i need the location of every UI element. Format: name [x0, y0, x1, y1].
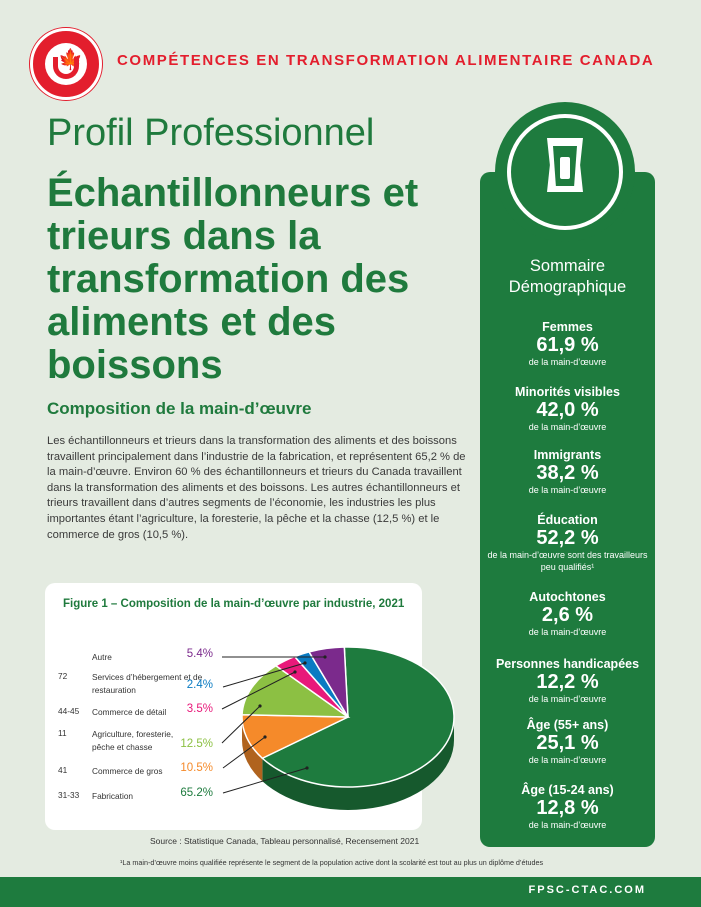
stat-caption: de la main-d’œuvre — [528, 694, 607, 704]
stat-caption: de la main-d’œuvre — [528, 627, 607, 637]
industry-label: Autre — [92, 652, 112, 662]
food-package-icon — [495, 102, 635, 242]
stat-value: 2,6 % — [541, 604, 594, 626]
stat-item — [480, 513, 655, 573]
stat-item — [480, 783, 655, 831]
maple-leaf-icon: 🍁 — [58, 49, 83, 71]
organization-name: COMPÉTENCES EN TRANSFORMATION ALIMENTAIRE CANADA — [117, 52, 655, 69]
stat-label: Âge (15-24 ans) — [521, 783, 614, 797]
industry-code: 41 — [58, 765, 68, 775]
page-title: Échantillonneurs et trieurs dans la transformation des aliments et des boissons — [47, 171, 419, 387]
value-label: 5.4% — [186, 648, 213, 660]
industry-label: Commerce de détail — [92, 707, 167, 717]
stat-label: Personnes handicapées — [495, 657, 640, 671]
stat-caption: de la main-d’œuvre sont des travailleurs peu qualifiés¹ — [487, 550, 648, 572]
website-link[interactable]: FPSC-CTAC.COM — [528, 884, 646, 896]
stat-caption: de la main-d’œuvre — [528, 485, 607, 495]
stat-value: 25,1 % — [536, 732, 599, 754]
stat-caption: de la main-d’œuvre — [528, 422, 607, 432]
stat-label: Autochtones — [529, 590, 606, 604]
body-text: Les échantillonneurs et trieurs dans la transformation des aliments et des boissons travaillent principalement dans l’industrie de la fabrication, et représentent 65,2 % de la main-d’œuvre. Environ 60 % des échantillonneurs et trieurs du Canada travaillent dans la transformation des aliments et des boissons. Les autres échantillonneurs et trieurs travaillent dans d’autres segments de l’économie, les industries les plus importantes étant l’agriculture, la foresterie, la pêche et la chasse (12,5 %) et le commerce de gros (10,5 %). — [47, 435, 466, 541]
kicker: Profil Professionnel — [47, 112, 375, 154]
stat-item — [480, 718, 655, 766]
stat-value: 38,2 % — [536, 462, 599, 484]
industry-code: 11 — [58, 728, 67, 738]
value-label: 2.4% — [186, 679, 213, 691]
stat-item — [480, 448, 655, 496]
industry-code: 31-33 — [58, 790, 80, 800]
stat-label: Âge (55+ ans) — [526, 718, 609, 732]
value-label: 65.2% — [180, 787, 213, 799]
stat-item — [480, 590, 655, 638]
stat-label: Femmes — [542, 320, 593, 334]
stat-item — [480, 385, 655, 433]
summary-title: Sommaire Démographique — [508, 257, 627, 296]
chart-source: Source : Statistique Canada, Tableau personnalisé, Recensement 2021 — [150, 836, 420, 846]
stat-value: 42,0 % — [536, 399, 599, 421]
stat-caption: de la main-d’œuvre — [528, 820, 607, 830]
stat-item — [480, 320, 655, 368]
industry-label: Fabrication — [92, 791, 134, 801]
industry-code: 44-45 — [58, 706, 80, 716]
stat-value: 61,9 % — [536, 334, 599, 356]
stat-value: 12,8 % — [536, 797, 599, 819]
value-label: 10.5% — [180, 762, 213, 774]
stat-caption: de la main-d’œuvre — [528, 357, 607, 367]
stat-label: Minorités visibles — [515, 385, 620, 399]
value-label: 12.5% — [180, 738, 213, 750]
industry-label: Services d’hébergement et de restauration — [92, 672, 203, 695]
value-label: 3.5% — [186, 703, 213, 715]
stat-item — [480, 657, 655, 705]
industry-label: Agriculture, foresterie, pêche et chasse — [92, 729, 174, 752]
industry-label: Commerce de gros — [92, 766, 163, 776]
footnote: ¹La main-d’œuvre moins qualifiée représente le segment de la population active dont la scolarité est tout au plus un diplôme d’études — [120, 858, 544, 867]
logo — [30, 28, 102, 100]
stat-value: 52,2 % — [536, 527, 599, 549]
stat-caption: de la main-d’œuvre — [528, 755, 607, 765]
industry-code: 72 — [58, 671, 68, 681]
stat-value: 12,2 % — [536, 671, 599, 693]
section-heading: Composition de la main-d’œuvre — [47, 399, 312, 418]
stat-label: Éducation — [537, 513, 598, 527]
stat-label: Immigrants — [533, 448, 602, 462]
chart-title: Figure 1 – Composition de la main-d’œuvre par industrie, 2021 — [63, 598, 405, 610]
